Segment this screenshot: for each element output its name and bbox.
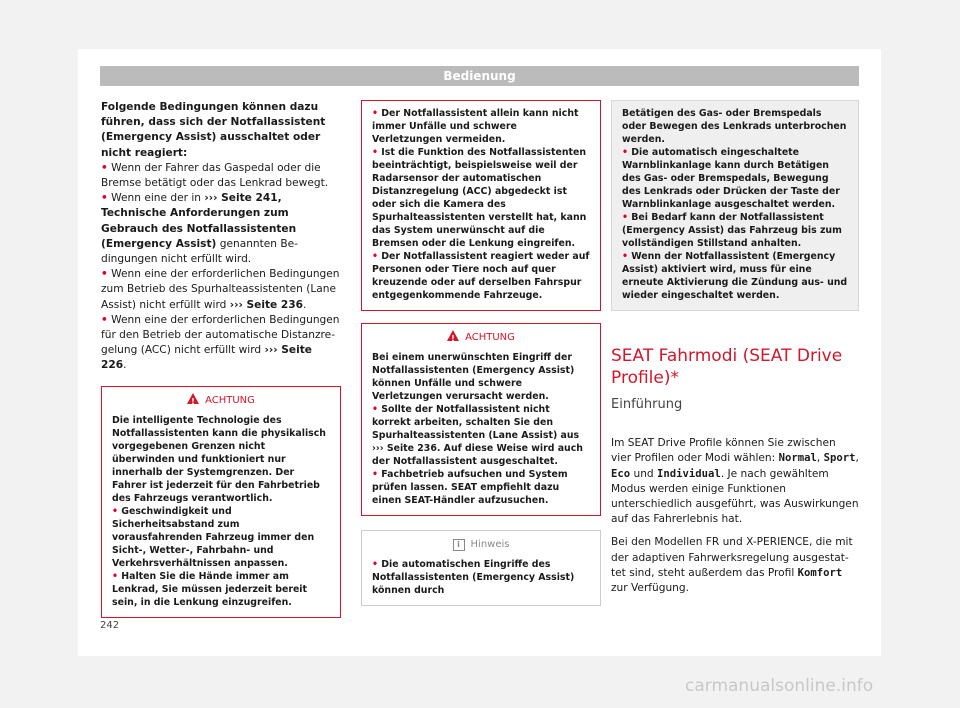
list-item: • Wenn eine der erforderlichen Bedingungen für den Betrieb der automatische Distanzregelung (ACC) nicht erfüllt wird ››› Seite 226.	[101, 313, 340, 372]
hint-title: Hinweis	[470, 539, 510, 551]
hint-box-continued: Betätigen des Gas- oder Bremspedals oder Bewegen des Lenkrads unterbrochen werden. • Die automatisch eingeschaltete Warnblinkanlage kann durch Betätigen des Gas- oder Bremspedals, Bewegung des Lenkrads oder Drücken der Taste der Warnblinkanlage ausgeschaltet werden. • Bei Bedarf kann der Notfallassistent (Emergency Assist) das Fahrzeug bis zum vollständigen Stillstand anhalten. • Wenn der Notfallassistent (Emergency Assist) aktiviert wird, muss für eine erneute Aktivierung die Zündung aus- und wieder eingeschaltet werden.	[611, 100, 859, 311]
column-1	[101, 100, 341, 618]
page-reference-link[interactable]: ››› Seite 226	[101, 344, 312, 372]
column-3	[611, 100, 859, 596]
warning-title: ACHTUNG	[465, 332, 515, 343]
intro-text: Folgende Bedingungen können dazu führen, dass sich der Notfallassistent (Emergency Assist) ausschaltet oder nicht reagiert:	[101, 101, 326, 159]
subsection-heading: Einführung	[611, 397, 683, 412]
list-item: • Halten Sie die Hände immer am Lenkrad, Sie müssen jederzeit bereit sein, in die Lenkung einzugreifen.	[112, 570, 307, 608]
section-header: Bedienung	[100, 66, 859, 86]
warning-box: !ACHTUNG Bei einem unerwünschten Eingriff der Notfallassistenten (Emergency Assist) können Unfälle und schwere Verletzungen verursacht werden. • Sollte der Notfallassistent nicht korrekt arbeiten, schalten Sie den Spurhalteassistenten (Lane Assist) aus ››› Seite 236. Auf diese Weise wird auch der Notfallassistent ausgeschaltet. • Fachbetrieb aufsuchen und System prüfen lassen. SEAT empfiehlt dazu einen SEAT-Händler aufzusuchen.	[361, 323, 601, 516]
list-item: • Sollte der Notfallassistent nicht korrekt arbeiten, schalten Sie den Spurhalteassistenten (Lane Assist) aus ››› Seite 236. Auf diese Weise wird auch der Notfallassistent ausgeschaltet.	[372, 404, 583, 468]
list-item: • Wenn der Fahrer das Gaspedal oder die Bremse betätigt oder das Lenkrad bewegt.	[101, 161, 329, 190]
list-item: • Wenn der Notfallassistent (Emergency Assist) aktiviert wird, muss für eine erneute Aktivierung die Zündung aus- und wieder eingeschaltet werden.	[622, 251, 848, 301]
warning-box: !ACHTUNG Die intelligente Technologie des Notfallassistenten kann die physikalisch vorgegebenen Grenzen nicht überwinden und funktioniert nur innerhalb der Systemgrenzen. Der Fahrer ist jederzeit für den Fahrbetrieb des Fahrzeugs verantwortlich. • Geschwindigkeit und Sicherheitsabstand zum vorausfahrenden Fahrzeug immer den Sicht-, Wetter-, Fahrbahn- und Verkehrsverhältnissen anpassen. • Halten Sie die Hände immer am Lenkrad, Sie müssen jederzeit bereit sein, in die Lenkung einzugreifen.	[101, 386, 341, 618]
list-item: • Fachbetrieb aufsuchen und System prüfen lassen. SEAT empfiehlt dazu einen SEAT-Händler aufzusuchen.	[372, 469, 568, 507]
list-item: • Wenn eine der in ››› Seite 241, Technische Anforderungen zum Gebrauch des Notfallassistenten (Emergency Assist) genannten Bedingungen nicht erfüllt wird.	[101, 192, 298, 266]
hint-box	[361, 530, 601, 606]
warning-icon	[447, 330, 459, 341]
paragraph: Im SEAT Drive Profile können Sie zwischen vier Profilen oder Modi wählen: Normal, Sport, Eco und Individual. Je nach gewähltem Modus werden einige Funktionen unterschiedlich ausgeführt, was Auswirkungen auf das Fahrerlebnis hat.	[611, 437, 859, 526]
paragraph: Bei den Modellen FR und X-PERIENCE, die mit der adaptiven Fahrwerksregelung ausgestattet sind, steht außerdem das Profil Komfort zur Verfügung.	[611, 536, 853, 595]
list-item: • Ist die Funktion des Notfallassistenten beeinträchtigt, beispielsweise weil der Radarsensor der automatischen Distanzregelung (ACC) abgedeckt ist oder sich die Kamera des Spurhalteassistenten verstellt hat, kann das System unerwünscht auf die Bremsen oder die Lenkung eingreifen.	[372, 147, 587, 249]
warning-title: ACHTUNG	[205, 394, 255, 406]
list-item: • Die automatischen Eingriffe des Notfallassistenten (Emergency Assist) können durch	[372, 559, 575, 597]
page-reference-link[interactable]: ››› Seite 236	[229, 298, 304, 311]
section-heading: SEAT Fahrmodi (SEAT Drive Profile)*	[611, 346, 843, 388]
list-item: • Die automatisch eingeschaltete Warnblinkanlage kann durch Betätigen des Gas- oder Bremspedals, Bewegung des Lenkrads oder Drücken der Taste der Warnblinkanlage ausgeschaltet werden.	[622, 147, 840, 210]
list-item: • Der Notfallassistent reagiert weder auf Personen oder Tiere noch auf quer kreuzende oder auf derselben Fahrspur entgegenkommende Fahrzeuge.	[372, 251, 590, 301]
page-reference-link[interactable]: ››› Seite 236	[372, 443, 437, 455]
warning-icon	[187, 393, 199, 404]
warning-box-continued	[361, 100, 601, 311]
column-2	[361, 100, 601, 606]
list-item: • Der Notfallassistent allein kann nicht immer Unfälle und schwere Verletzungen vermeiden.	[372, 108, 579, 145]
info-icon: i	[453, 539, 465, 551]
watermark: carmanualsonline.info	[685, 676, 874, 696]
list-item: • Geschwindigkeit und Sicherheitsabstand zum vorausfahrenden Fahrzeug immer den Sicht-, Wetter-, Fahrbahn- und Verkehrsverhältnissen anpassen.	[112, 505, 315, 569]
list-item: • Bei Bedarf kann der Notfallassistent (Emergency Assist) das Fahrzeug bis zum vollständigen Stillstand anhalten.	[622, 212, 842, 249]
page-reference-link[interactable]: ››› Seite 241, Technische Anforderungen zum Gebrauch des Notfallassistenten (Emergency Assist)	[101, 192, 297, 250]
page-number: 242	[100, 620, 120, 631]
list-item: • Wenn eine der erforderlichen Bedingungen zum Betrieb des Spurhalteassistenten (Lane Assist) nicht erfüllt wird ››› Seite 236.	[101, 268, 340, 311]
